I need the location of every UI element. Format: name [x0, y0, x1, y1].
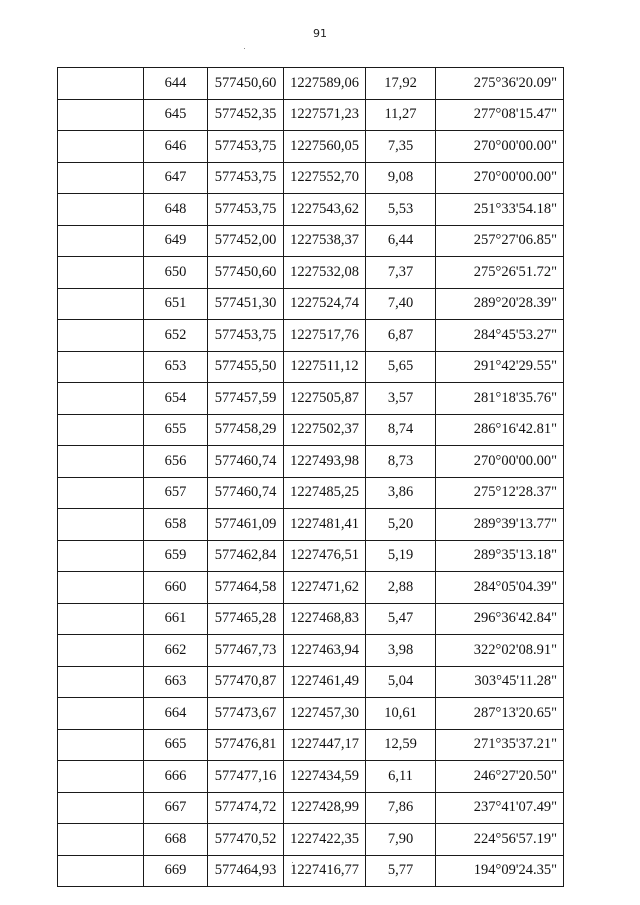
y-coordinate-cell: 1227552,70	[284, 162, 366, 194]
bearing-cell: 291°42'29.55"	[436, 351, 564, 383]
point-number-cell: 667	[144, 792, 208, 824]
y-coordinate-cell: 1227560,05	[284, 131, 366, 163]
bearing-cell: 270°00'00.00"	[436, 446, 564, 478]
y-coordinate-cell: 1227524,74	[284, 288, 366, 320]
bearing-cell: 286°16'42.81"	[436, 414, 564, 446]
distance-cell: 6,87	[366, 320, 436, 352]
row-label-cell	[58, 288, 144, 320]
row-label-cell	[58, 792, 144, 824]
table-row	[58, 509, 564, 541]
scan-speck	[244, 48, 245, 49]
bearing-cell: 194°09'24.35"	[436, 855, 564, 887]
x-coordinate-cell: 577477,16	[208, 761, 284, 793]
point-number-cell: 644	[144, 68, 208, 100]
x-coordinate-cell: 577464,58	[208, 572, 284, 604]
row-label-cell	[58, 320, 144, 352]
bearing-cell: 303°45'11.28"	[436, 666, 564, 698]
x-coordinate-cell: 577467,73	[208, 635, 284, 667]
point-number-cell: 656	[144, 446, 208, 478]
table-row	[58, 635, 564, 667]
y-coordinate-cell: 1227589,06	[284, 68, 366, 100]
y-coordinate-cell: 1227416,77	[284, 855, 366, 887]
point-number-cell: 665	[144, 729, 208, 761]
point-number-cell: 650	[144, 257, 208, 289]
y-coordinate-cell: 1227461,49	[284, 666, 366, 698]
point-number-cell: 659	[144, 540, 208, 572]
table-row	[58, 824, 564, 856]
point-number-cell: 649	[144, 225, 208, 257]
distance-cell: 6,44	[366, 225, 436, 257]
distance-cell: 10,61	[366, 698, 436, 730]
row-label-cell	[58, 414, 144, 446]
y-coordinate-cell: 1227434,59	[284, 761, 366, 793]
coordinates-table-body	[58, 68, 564, 887]
y-coordinate-cell: 1227538,37	[284, 225, 366, 257]
table-row	[58, 729, 564, 761]
y-coordinate-cell: 1227517,76	[284, 320, 366, 352]
table-row	[58, 572, 564, 604]
distance-cell: 7,90	[366, 824, 436, 856]
row-label-cell	[58, 131, 144, 163]
table-row	[58, 603, 564, 635]
bearing-cell: 289°35'13.18"	[436, 540, 564, 572]
row-label-cell	[58, 225, 144, 257]
table-row	[58, 446, 564, 478]
point-number-cell: 663	[144, 666, 208, 698]
table-row	[58, 414, 564, 446]
distance-cell: 5,65	[366, 351, 436, 383]
row-label-cell	[58, 477, 144, 509]
y-coordinate-cell: 1227481,41	[284, 509, 366, 541]
point-number-cell: 669	[144, 855, 208, 887]
x-coordinate-cell: 577453,75	[208, 320, 284, 352]
table-row	[58, 68, 564, 100]
point-number-cell: 648	[144, 194, 208, 226]
bearing-cell: 284°45'53.27"	[436, 320, 564, 352]
y-coordinate-cell: 1227457,30	[284, 698, 366, 730]
table-row	[58, 351, 564, 383]
bearing-cell: 251°33'54.18"	[436, 194, 564, 226]
row-label-cell	[58, 68, 144, 100]
y-coordinate-cell: 1227511,12	[284, 351, 366, 383]
row-label-cell	[58, 761, 144, 793]
x-coordinate-cell: 577451,30	[208, 288, 284, 320]
bearing-cell: 296°36'42.84"	[436, 603, 564, 635]
row-label-cell	[58, 194, 144, 226]
row-label-cell	[58, 446, 144, 478]
table-row	[58, 761, 564, 793]
point-number-cell: 661	[144, 603, 208, 635]
x-coordinate-cell: 577458,29	[208, 414, 284, 446]
distance-cell: 7,37	[366, 257, 436, 289]
x-coordinate-cell: 577460,74	[208, 477, 284, 509]
table-row	[58, 257, 564, 289]
table-row	[58, 194, 564, 226]
y-coordinate-cell: 1227493,98	[284, 446, 366, 478]
bearing-cell: 270°00'00.00"	[436, 162, 564, 194]
page-number: 91	[313, 27, 327, 40]
x-coordinate-cell: 577462,84	[208, 540, 284, 572]
point-number-cell: 647	[144, 162, 208, 194]
distance-cell: 5,47	[366, 603, 436, 635]
x-coordinate-cell: 577473,67	[208, 698, 284, 730]
bearing-cell: 277°08'15.47"	[436, 99, 564, 131]
point-number-cell: 658	[144, 509, 208, 541]
distance-cell: 5,20	[366, 509, 436, 541]
row-label-cell	[58, 603, 144, 635]
table-row	[58, 666, 564, 698]
x-coordinate-cell: 577470,87	[208, 666, 284, 698]
bearing-cell: 271°35'37.21"	[436, 729, 564, 761]
point-number-cell: 662	[144, 635, 208, 667]
distance-cell: 17,92	[366, 68, 436, 100]
bearing-cell: 275°26'51.72"	[436, 257, 564, 289]
y-coordinate-cell: 1227422,35	[284, 824, 366, 856]
point-number-cell: 668	[144, 824, 208, 856]
point-number-cell: 645	[144, 99, 208, 131]
table-row	[58, 225, 564, 257]
table-row	[58, 540, 564, 572]
y-coordinate-cell: 1227571,23	[284, 99, 366, 131]
point-number-cell: 646	[144, 131, 208, 163]
table-row	[58, 162, 564, 194]
row-label-cell	[58, 257, 144, 289]
distance-cell: 11,27	[366, 99, 436, 131]
row-label-cell	[58, 509, 144, 541]
table-row	[58, 698, 564, 730]
y-coordinate-cell: 1227476,51	[284, 540, 366, 572]
y-coordinate-cell: 1227471,62	[284, 572, 366, 604]
bearing-cell: 289°39'13.77"	[436, 509, 564, 541]
x-coordinate-cell: 577453,75	[208, 131, 284, 163]
row-label-cell	[58, 635, 144, 667]
distance-cell: 3,86	[366, 477, 436, 509]
row-label-cell	[58, 383, 144, 415]
x-coordinate-cell: 577452,00	[208, 225, 284, 257]
point-number-cell: 651	[144, 288, 208, 320]
x-coordinate-cell: 577457,59	[208, 383, 284, 415]
distance-cell: 12,59	[366, 729, 436, 761]
distance-cell: 8,74	[366, 414, 436, 446]
point-number-cell: 654	[144, 383, 208, 415]
row-label-cell	[58, 162, 144, 194]
y-coordinate-cell: 1227463,94	[284, 635, 366, 667]
bearing-cell: 284°05'04.39"	[436, 572, 564, 604]
point-number-cell: 664	[144, 698, 208, 730]
distance-cell: 5,53	[366, 194, 436, 226]
bearing-cell: 224°56'57.19"	[436, 824, 564, 856]
bearing-cell: 270°00'00.00"	[436, 131, 564, 163]
distance-cell: 2,88	[366, 572, 436, 604]
distance-cell: 8,73	[366, 446, 436, 478]
y-coordinate-cell: 1227543,62	[284, 194, 366, 226]
distance-cell: 9,08	[366, 162, 436, 194]
row-label-cell	[58, 824, 144, 856]
table-row	[58, 792, 564, 824]
bearing-cell: 275°36'20.09"	[436, 68, 564, 100]
bearing-cell: 246°27'20.50"	[436, 761, 564, 793]
point-number-cell: 666	[144, 761, 208, 793]
row-label-cell	[58, 572, 144, 604]
bearing-cell: 322°02'08.91"	[436, 635, 564, 667]
point-number-cell: 660	[144, 572, 208, 604]
y-coordinate-cell: 1227532,08	[284, 257, 366, 289]
row-label-cell	[58, 99, 144, 131]
x-coordinate-cell: 577450,60	[208, 257, 284, 289]
bearing-cell: 289°20'28.39"	[436, 288, 564, 320]
distance-cell: 7,40	[366, 288, 436, 320]
distance-cell: 7,86	[366, 792, 436, 824]
distance-cell: 5,04	[366, 666, 436, 698]
x-coordinate-cell: 577460,74	[208, 446, 284, 478]
row-label-cell	[58, 698, 144, 730]
table-row	[58, 383, 564, 415]
point-number-cell: 655	[144, 414, 208, 446]
point-number-cell: 653	[144, 351, 208, 383]
table-row	[58, 99, 564, 131]
distance-cell: 5,19	[366, 540, 436, 572]
x-coordinate-cell: 577465,28	[208, 603, 284, 635]
bearing-cell: 257°27'06.85"	[436, 225, 564, 257]
y-coordinate-cell: 1227485,25	[284, 477, 366, 509]
row-label-cell	[58, 351, 144, 383]
distance-cell: 6,11	[366, 761, 436, 793]
y-coordinate-cell: 1227502,37	[284, 414, 366, 446]
coordinates-table	[57, 67, 564, 887]
bearing-cell: 281°18'35.76"	[436, 383, 564, 415]
x-coordinate-cell: 577464,93	[208, 855, 284, 887]
point-number-cell: 657	[144, 477, 208, 509]
distance-cell: 5,77	[366, 855, 436, 887]
x-coordinate-cell: 577470,52	[208, 824, 284, 856]
x-coordinate-cell: 577461,09	[208, 509, 284, 541]
x-coordinate-cell: 577453,75	[208, 162, 284, 194]
point-number-cell: 652	[144, 320, 208, 352]
x-coordinate-cell: 577455,50	[208, 351, 284, 383]
table-row	[58, 288, 564, 320]
x-coordinate-cell: 577453,75	[208, 194, 284, 226]
table-row	[58, 131, 564, 163]
x-coordinate-cell: 577452,35	[208, 99, 284, 131]
row-label-cell	[58, 729, 144, 761]
x-coordinate-cell: 577476,81	[208, 729, 284, 761]
y-coordinate-cell: 1227468,83	[284, 603, 366, 635]
bearing-cell: 237°41'07.49"	[436, 792, 564, 824]
table-row	[58, 855, 564, 887]
bearing-cell: 275°12'28.37"	[436, 477, 564, 509]
y-coordinate-cell: 1227447,17	[284, 729, 366, 761]
table-row	[58, 320, 564, 352]
y-coordinate-cell: 1227428,99	[284, 792, 366, 824]
y-coordinate-cell: 1227505,87	[284, 383, 366, 415]
x-coordinate-cell: 577474,72	[208, 792, 284, 824]
distance-cell: 7,35	[366, 131, 436, 163]
table-row	[58, 477, 564, 509]
distance-cell: 3,57	[366, 383, 436, 415]
row-label-cell	[58, 666, 144, 698]
x-coordinate-cell: 577450,60	[208, 68, 284, 100]
distance-cell: 3,98	[366, 635, 436, 667]
row-label-cell	[58, 540, 144, 572]
row-label-cell	[58, 855, 144, 887]
bearing-cell: 287°13'20.65"	[436, 698, 564, 730]
